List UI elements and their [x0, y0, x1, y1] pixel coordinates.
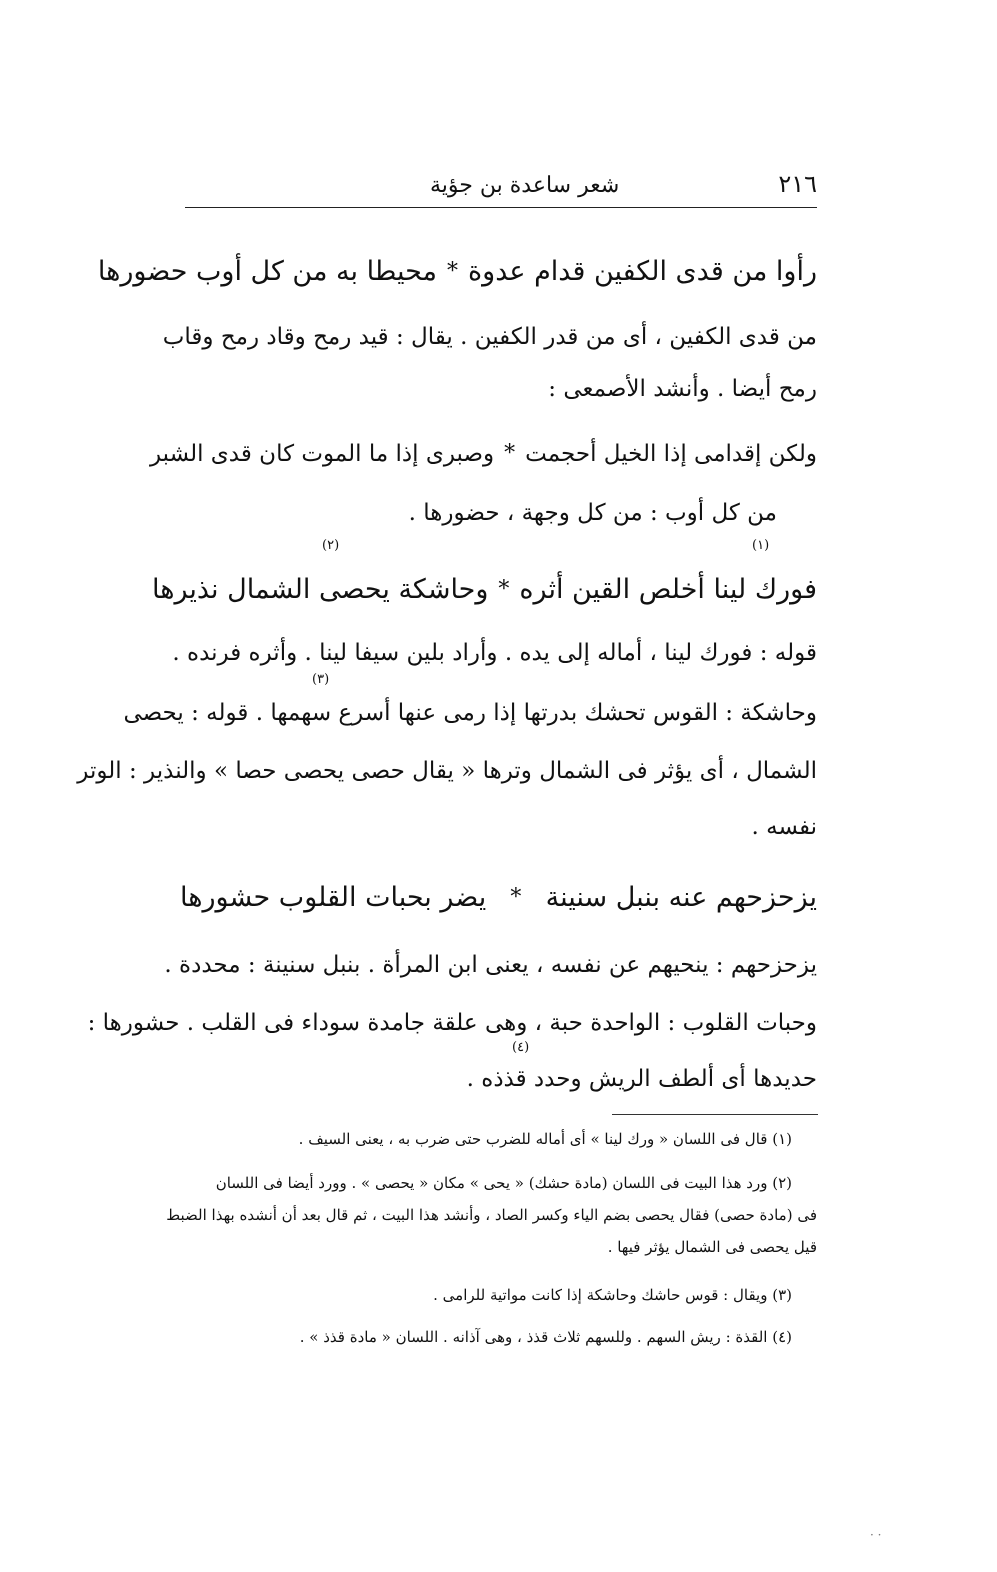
cited-verse-first-hemistich: ولكن إقدامى إذا الخيل أحجمت — [525, 441, 817, 467]
commentary-line: وحاشكة : القوس تحشك بدرتها إذا رمى عنها أسرع سهمها . قوله : يحصى — [123, 700, 817, 726]
commentary-line: نفسه . — [751, 814, 817, 840]
commentary-line: وحبات القلوب : الواحدة حبة ، وهى علقة جامدة سوداء فى القلب . حشورها : — [87, 1010, 817, 1036]
commentary-line: حديدها أى ألطف الريش وحدد قذذه . — [466, 1066, 817, 1092]
page-number: ٢١٦ — [778, 170, 817, 198]
commentary-line: يزحزحهم : ينحيهم عن نفسه ، يعنى ابن المرأة . بنبل سنينة : محددة . — [164, 952, 817, 978]
cited-verse — [149, 436, 817, 472]
footnote-2-line-1: (٢) ورد هذا البيت فى اللسان (مادة حشك) « يحى » مكان « يحصى » . وورد أيضا فى اللسان — [215, 1174, 792, 1192]
footnote-ref-3: (٣) — [312, 672, 330, 687]
verse-3 — [180, 880, 817, 916]
footnote-2-line-2: فى (مادة حصى) فقال يحصى بضم الياء وكسر الصاد ، وأنشد هذا البيت ، ثم قال بعد أن أنشده بهذا الضبط — [166, 1206, 817, 1224]
footnote-ref-2: (٢) — [322, 538, 340, 553]
footnote-1: (١) قال فى اللسان « ورك لينا » أى أماله للضرب حتى ضرب به ، يعنى السيف . — [298, 1130, 792, 1148]
verse-2-second-hemistich: وحاشكة يحصى الشمال نذيرها — [152, 574, 489, 605]
commentary-line: رمح أيضا . وأنشد الأصمعى : — [548, 376, 817, 402]
footnote-3: (٣) ويقال : قوس حاشك وحاشكة إذا كانت مواتية للرامى . — [433, 1286, 792, 1304]
commentary-line: قوله : فورك لينا ، أماله إلى يده . وأراد بلين سيفا لينا . وأثره فرنده . — [172, 640, 817, 666]
footnote-ref-4: (٤) — [512, 1040, 530, 1055]
running-title: شعر ساعدة بن جؤية — [430, 173, 620, 198]
footnote-ref-1: (١) — [752, 538, 770, 553]
verse-2-first-hemistich: فورك لينا أخلص القين أثره — [519, 574, 817, 605]
hemistich-separator: * — [504, 441, 516, 466]
verse-2 — [152, 572, 817, 608]
header-rule — [185, 207, 817, 208]
verse-1-second-hemistich: محيطا به من كل أوب حضورها — [97, 256, 438, 287]
footnote-separator — [612, 1114, 818, 1115]
hemistich-separator: * — [498, 577, 510, 602]
hemistich-separator: * — [447, 259, 459, 284]
commentary-line: من كل أوب : من كل وجهة ، حضورها . — [408, 500, 777, 526]
scan-speckles: · · — [870, 1528, 882, 1542]
verse-1 — [97, 254, 817, 290]
verse-3-second-hemistich: يضر بحبات القلوب حشورها — [180, 882, 487, 913]
running-header — [185, 158, 817, 198]
hemistich-separator: * — [510, 885, 522, 910]
verse-3-first-hemistich: يزحزحهم عنه بنبل سنينة — [545, 882, 817, 913]
cited-verse-second-hemistich: وصبرى إذا ما الموت كان قدى الشبر — [149, 441, 495, 467]
verse-1-first-hemistich: رأوا من قدى الكفين قدام عدوة — [468, 256, 817, 287]
footnote-2-line-3: قيل يحصى فى الشمال يؤثر فيها . — [607, 1238, 817, 1256]
commentary-line: من قدى الكفين ، أى من قدر الكفين . يقال : قيد رمح وقاد رمح وقاب — [162, 324, 817, 350]
footnote-4: (٤) القذة : ريش السهم . وللسهم ثلاث قذذ ، وهى آذانه . اللسان « مادة قذذ » . — [299, 1328, 792, 1346]
commentary-line: الشمال ، أى يؤثر فى الشمال وترها « يقال حصى يحصى حصا » والنذير : الوتر — [77, 758, 817, 784]
